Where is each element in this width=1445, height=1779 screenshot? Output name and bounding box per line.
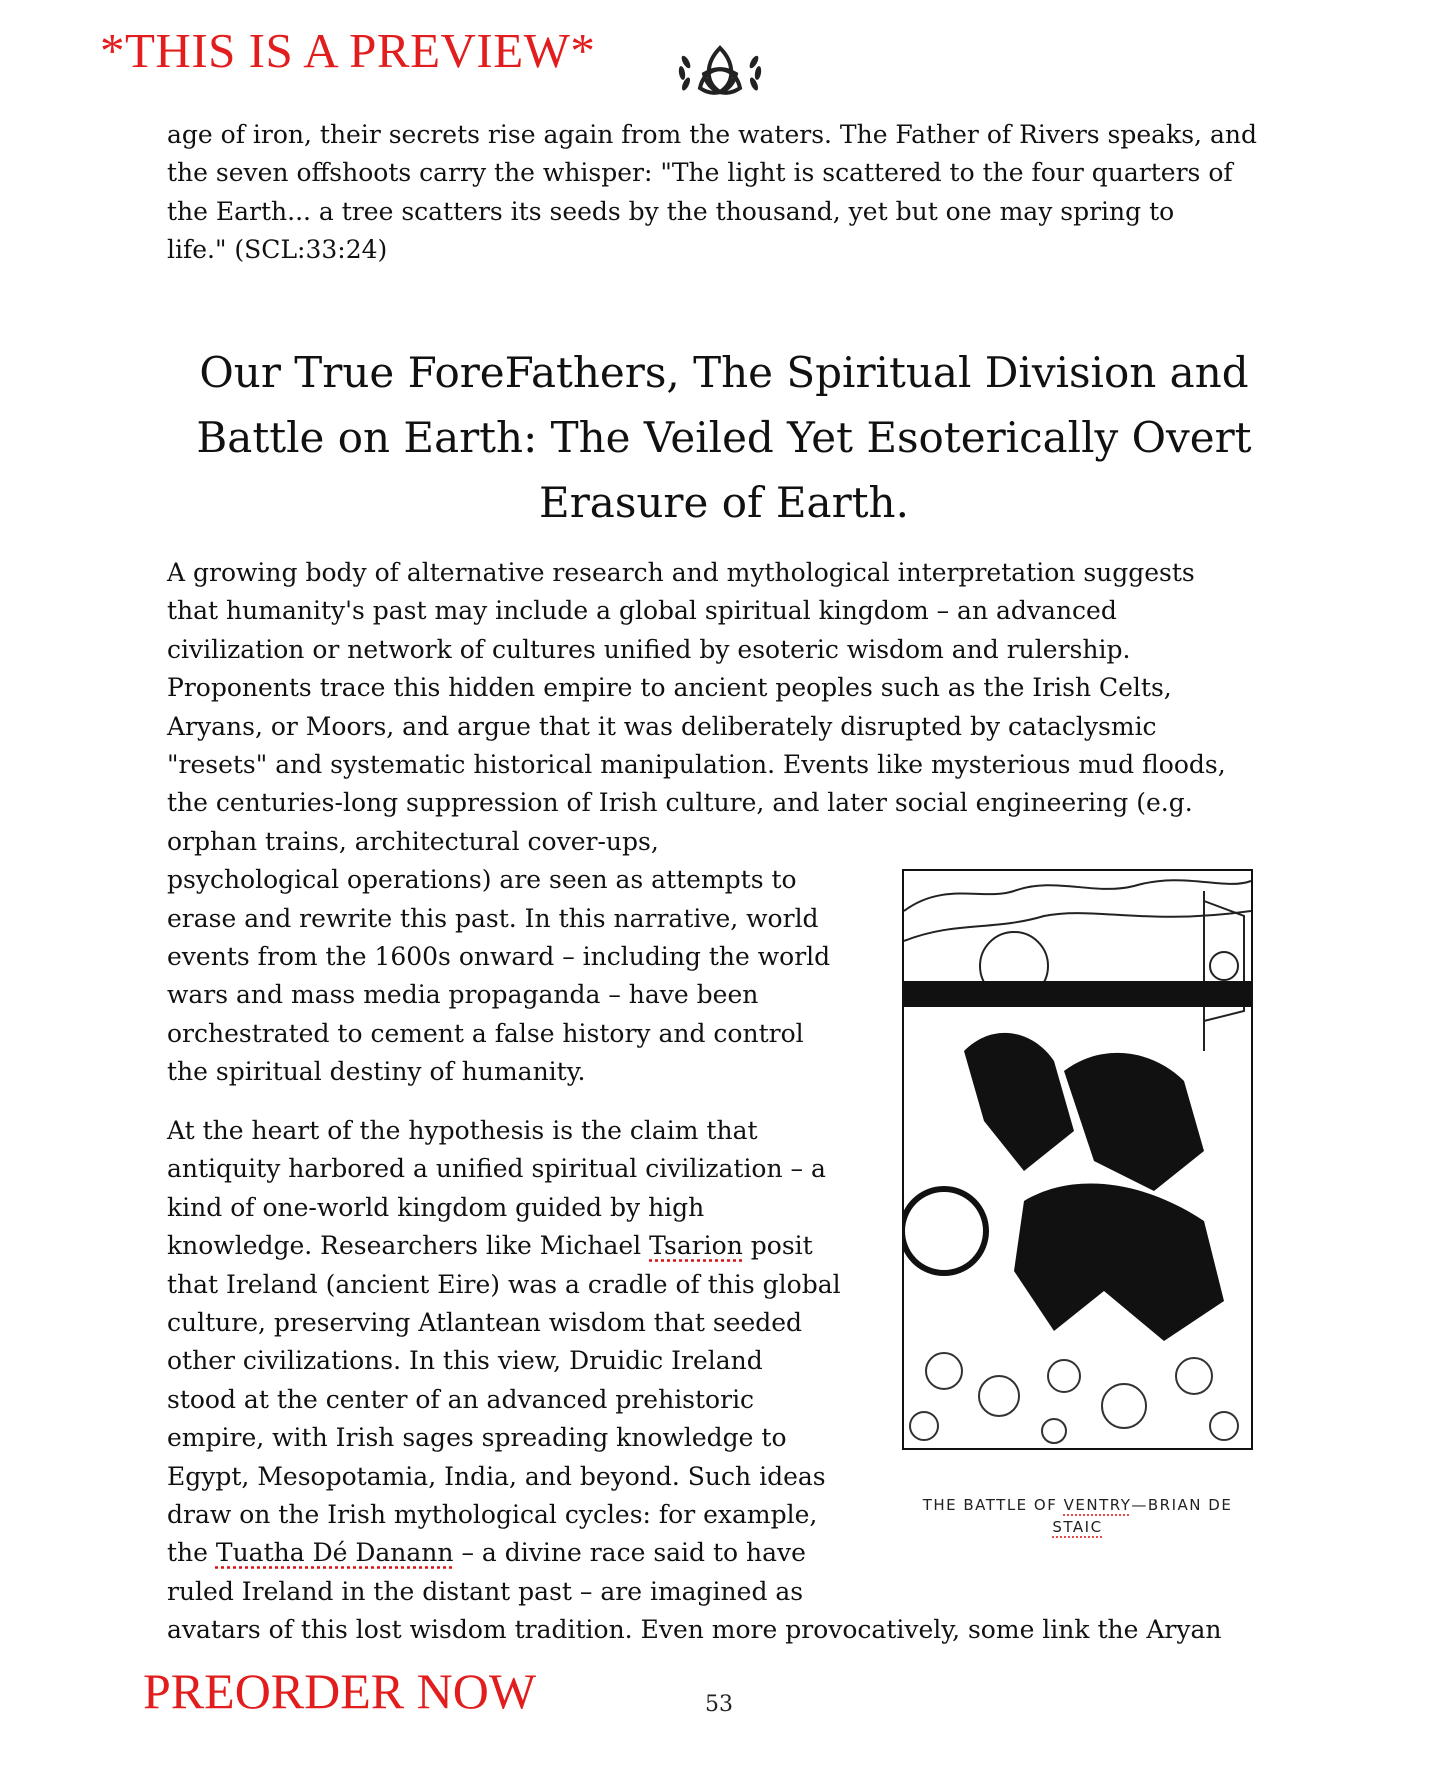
paragraph-line: Proponents trace this hidden empire to ancient peoples such as the Irish Celts, — [167, 673, 1172, 703]
paragraph-line: avatars of this lost wisdom tradition. Even more provocatively, some link the Aryan — [167, 1615, 1222, 1645]
paragraph-line: Egypt, Mesopotamia, India, and beyond. Such ideas — [167, 1461, 826, 1491]
triquetra-laurel-icon — [674, 40, 766, 102]
paragraph-line: that Ireland (ancient Eire) was a cradle of this global — [167, 1269, 841, 1299]
paragraph-line: other civilizations. In this view, Druidic Ireland — [167, 1346, 763, 1376]
paragraph-line: civilization or network of cultures unified by esoteric wisdom and rulership. — [167, 634, 1131, 664]
paragraph-line: kind of one-world kingdom guided by high — [167, 1192, 705, 1222]
paragraph-line: orphan trains, architectural cover-ups, — [167, 826, 659, 856]
paragraph-line — [167, 1534, 857, 1572]
intro-line: the Earth... a tree scatters its seeds by the thousand, yet but one may spring to — [167, 196, 1175, 226]
text-run: the — [167, 1538, 216, 1568]
caption-text: THE BATTLE OF — [922, 1496, 1064, 1514]
text-run: knowledge. Researchers like Michael — [167, 1231, 650, 1261]
misspelled-word[interactable]: VENTRY — [1063, 1496, 1132, 1514]
paragraph-line: culture, preserving Atlantean wisdom that seeded — [167, 1308, 803, 1338]
paragraph-line: draw on the Irish mythological cycles: for example, — [167, 1500, 818, 1530]
battle-chariot-illustration — [902, 869, 1253, 1450]
paragraph-line: Aryans, or Moors, and argue that it was deliberately disrupted by cataclysmic — [167, 711, 1157, 741]
heading-line: Battle on Earth: The Veiled Yet Esoterically Overt — [196, 413, 1252, 462]
page-number: 53 — [705, 1692, 733, 1717]
paragraph-line: wars and mass media propaganda – have been — [167, 980, 759, 1010]
paragraph-line: the centuries-long suppression of Irish culture, and later social engineering (e.g. — [167, 788, 1193, 818]
paragraph-line: that humanity's past may include a global spiritual kingdom – an advanced — [167, 596, 1117, 626]
paragraph-line: empire, with Irish sages spreading knowledge to — [167, 1423, 787, 1453]
intro-line: age of iron, their secrets rise again from the waters. The Father of Rivers speaks, and — [167, 120, 1257, 149]
paragraph-line: antiquity harbored a unified spiritual civilization – a — [167, 1154, 826, 1184]
paragraph-line: psychological operations) are seen as attempts to — [167, 865, 797, 895]
intro-line: the seven offshoots carry the whisper: "The light is scattered to the four quarters of — [167, 158, 1233, 188]
text-run: – a divine race said to have — [453, 1538, 806, 1568]
paragraph-line: erase and rewrite this past. In this narrative, world — [167, 903, 819, 933]
paragraph-line: events from the 1600s onward – including the world — [167, 942, 831, 972]
text-run: posit — [742, 1231, 813, 1261]
caption-text: —BRIAN DE — [1131, 1496, 1233, 1514]
paragraph-line: stood at the center of an advanced prehistoric — [167, 1384, 755, 1414]
misspelled-word[interactable]: Tsarion — [649, 1231, 743, 1261]
misspelled-word[interactable]: Tuatha Dé Danann — [215, 1538, 454, 1568]
paragraph-line: At the heart of the hypothesis is the claim that — [167, 1116, 758, 1145]
intro-paragraph — [167, 116, 1287, 270]
paragraph-line: the spiritual destiny of humanity. — [167, 1057, 586, 1087]
paragraph-line: "resets" and systematic historical manipulation. Events like mysterious mud floods, — [167, 750, 1226, 780]
intro-line: life." (SCL:33:24) — [167, 235, 388, 265]
paragraph-line: orchestrated to cement a false history and control — [167, 1018, 804, 1048]
misspelled-word[interactable]: STAIC — [1052, 1518, 1103, 1536]
figure-caption — [900, 1494, 1255, 1538]
paragraph-line: ruled Ireland in the distant past – are imagined as — [167, 1576, 804, 1606]
heading-line: Our True ForeFathers, The Spiritual Division and — [199, 348, 1249, 397]
preorder-banner: PREORDER NOW — [143, 1663, 537, 1719]
section-heading — [160, 340, 1288, 535]
preview-banner: *THIS IS A PREVIEW* — [100, 23, 596, 78]
paragraph-line: A growing body of alternative research and mythological interpretation suggests — [167, 558, 1195, 587]
paragraph-line — [167, 1227, 857, 1265]
heading-line: Erasure of Earth. — [539, 478, 909, 527]
